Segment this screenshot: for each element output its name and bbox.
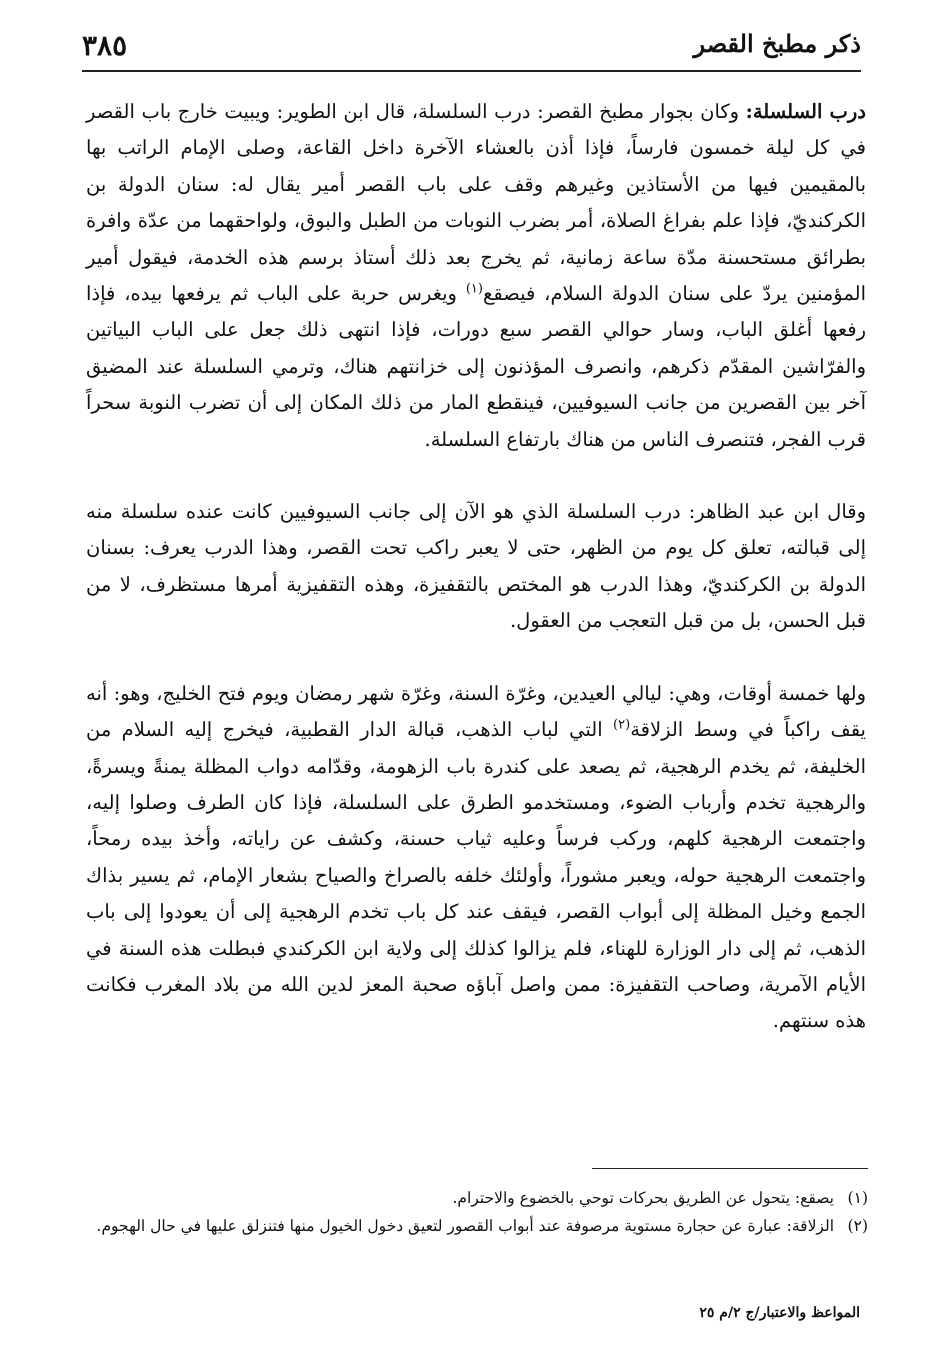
paragraph-text: وكان بجوار مطبخ القصر: درب السلسلة، قال ابن الطوير: ويبيت خارج باب القصر في كل ليلة خمسون فارساً، فإذا أذن بالعشاء الآخرة داخل القاعة، وصلى الإمام الراتب بها بالمقيمين فيها من الأستاذين وغيرهم وقف على باب القصر أمير يقال له: سنان الدولة بن الكركنديّ، فإذا علم بفراغ الصلاة، أمر بضرب النوبات من الطبل والبوق، ولواحقهما من عدّة وافرة بطرائق مستحسنة مدّة ساعة زمانية، ثم يخرج بعد ذلك أستاذ برسم هذه الخدمة، فيقول أمير المؤمنين يردّ على سنان الدولة السلام، فيصقع xyxy=(86,100,866,306)
header-rule xyxy=(82,70,861,72)
footnote-text: يصقع: يتحول عن الطريق بحركات توحي بالخضوع والاحترام. xyxy=(452,1189,834,1207)
paragraph-five-times xyxy=(86,676,866,1040)
paragraph-ibn-abd-al-zahir: وقال ابن عبد الظاهر: درب السلسلة الذي هو الآن إلى جانب السيوفيين كانت عنده سلسلة منه إلى قبالته، تعلق كل يوم من الظهر، حتى لا يعبر راكب تحت القصر، وهذا الدرب يعرف: بسنان الدولة بن الكركنديّ، وهذا الدرب هو المختص بالتقفيزة، وهذه التقفيزية أمرها مستظرف، لا من قبل الحسن، بل من قبل التعجب من العقول. xyxy=(86,500,866,633)
paragraph-text: ولها خمسة أوقات، وهي: ليالي العيدين، وغرّة السنة، وغرّة شهر رمضان ويوم فتح الخليج، وهو: أنه يقف راكباً في وسط الزلاقة xyxy=(86,681,866,742)
footnote-text: الزلاقة: عبارة عن حجارة مستوية مرصوفة عند أبواب القصور لتعيق دخول الخيول منها فتنزلق عليها في حال الهجوم. xyxy=(96,1217,834,1235)
footnote-rule xyxy=(592,1168,868,1169)
running-title: ذكر مطبخ القصر xyxy=(693,29,861,58)
paragraph-darb-al-silsila xyxy=(86,94,866,458)
footnote-ref-1: (١) xyxy=(465,281,483,297)
footnote-number: (٢) xyxy=(847,1217,868,1235)
printer-signature: المواعظ والاعتبار/ج ٢/م ٢٥ xyxy=(699,1305,860,1321)
section-heading: درب السلسلة: xyxy=(745,100,866,123)
footnote-2 xyxy=(86,1212,868,1240)
body-text xyxy=(86,94,866,1040)
page-header xyxy=(82,22,861,72)
page-number: ٣٨٥ xyxy=(82,29,128,62)
footnote-number: (١) xyxy=(847,1189,868,1207)
footnote-ref-2: (٢) xyxy=(613,717,631,733)
footnote-1 xyxy=(86,1184,868,1212)
footnotes xyxy=(86,1184,868,1240)
paragraph-text-continued: ويغرس حربة على الباب ثم يرفعها بيده، فإذا رفعها أغلق الباب، وسار حوالي القصر سبع دورات، فإذا انتهى ذلك جعل على الباب البياتين والفرّاشين المقدّم ذكرهم، وانصرف المؤذنون إلى خزانتهم هناك، وترمي السلسلة عند المضيق آخر بين القصرين من جانب السيوفيين، فينقطع المار من ذلك المكان إلى أن تضرب النوبة سحراً قرب الفجر، فتنصرف الناس من هناك بارتفاع السلسلة. xyxy=(86,282,866,451)
paragraph-text-continued: التي لباب الذهب، قبالة الدار القطبية، فيخرج إليه السلام من الخليفة، ثم يخدم الرهجية، ثم يصعد على كندرة باب الزهومة، وقدّامه دواب المظلة يمنةً ويسرةً، والرهجية تخدم وأرباب الضوء، ومستخدمو الطرق على السلسلة، فإذا كان الطرف وصلوا إليه، واجتمعت الرهجية كلهم، وركب فرساً وعليه ثياب حسنة، وكشف عن راياته، وأخذ بيده رمحاً، واجتمعت الرهجية حوله، ويعبر مشوراً، وأولئك خلفه بالصراخ والصياح بشعار الإمام، ثم يسير بذاك الجمع وخيل المظلة إلى أبواب القصر، فيقف عند كل باب تخدم الرهجية إلى أن يعودوا إلى باب الذهب، ثم إلى دار الوزارة للهناء، فلم يزالوا كذلك إلى ولاية ابن الكركندي فبطلت هذه السنة في الأيام الآمرية، وصاحب التقفيزة: ممن واصل آباؤه صحبة المعز لدين الله من بلاد المغرب فكانت هذه سنتهم. xyxy=(86,718,866,1033)
